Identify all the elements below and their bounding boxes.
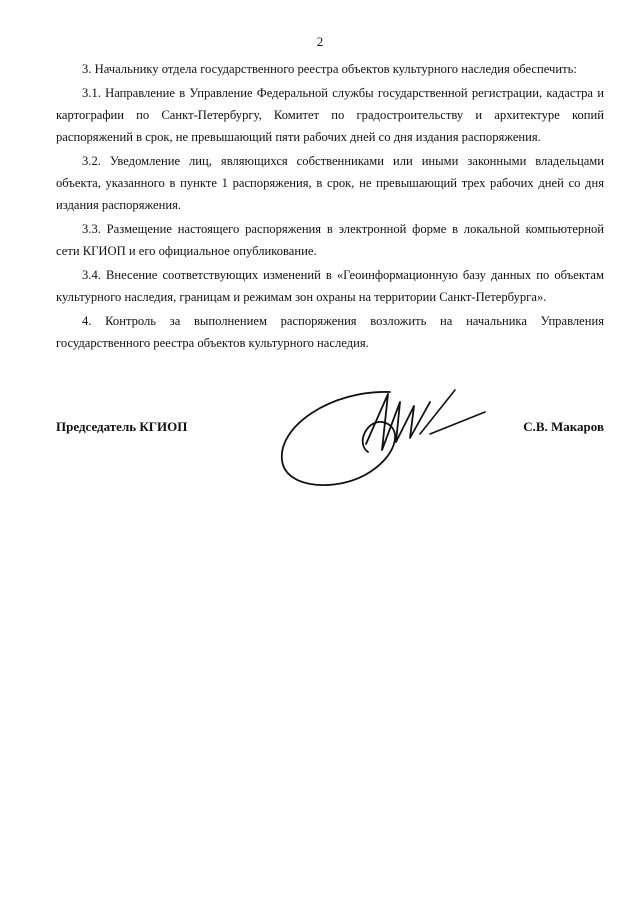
paragraph-3-3: 3.3. Размещение настоящего распоряжения в электронной форме в локальной компьютерной сети КГИОП и его официальное опубликование.	[56, 222, 604, 258]
page-number: 2	[316, 34, 324, 49]
paragraph-4: 4. Контроль за выполнением распоряжения возложить на начальника Управления государственного реестра объектов культурного наследия.	[56, 314, 604, 350]
handwritten-signature	[270, 372, 500, 502]
signer-title: Председатель КГИОП	[56, 419, 188, 434]
signature-block	[0, 372, 640, 502]
paragraph-3: 3. Начальнику отдела государственного реестра объектов культурного наследия обеспечить:	[82, 62, 577, 76]
paragraph-3-2: 3.2. Уведомление лиц, являющихся собственниками или иными законными владельцами объекта, указанного в пункте 1 распоряжения, в срок, не превышающий трех рабочих дней со дня издания распоряжения.	[56, 154, 604, 212]
document-body	[56, 58, 604, 356]
signer-name: С.В. Макаров	[523, 419, 604, 434]
paragraph-3-4: 3.4. Внесение соответствующих изменений в «Геоинформационную базу данных по объектам культурного наследия, границам и режимам зон охраны на территории Санкт-Петербурга».	[56, 268, 604, 304]
paragraph-3-1: 3.1. Направление в Управление Федеральной службы государственной регистрации, кадастра и картографии по Санкт-Петербургу, Комитет по градостроительству и архитектуре копий распоряжений в срок, не превышающий пяти рабочих дней со дня издания распоряжения.	[56, 86, 604, 144]
